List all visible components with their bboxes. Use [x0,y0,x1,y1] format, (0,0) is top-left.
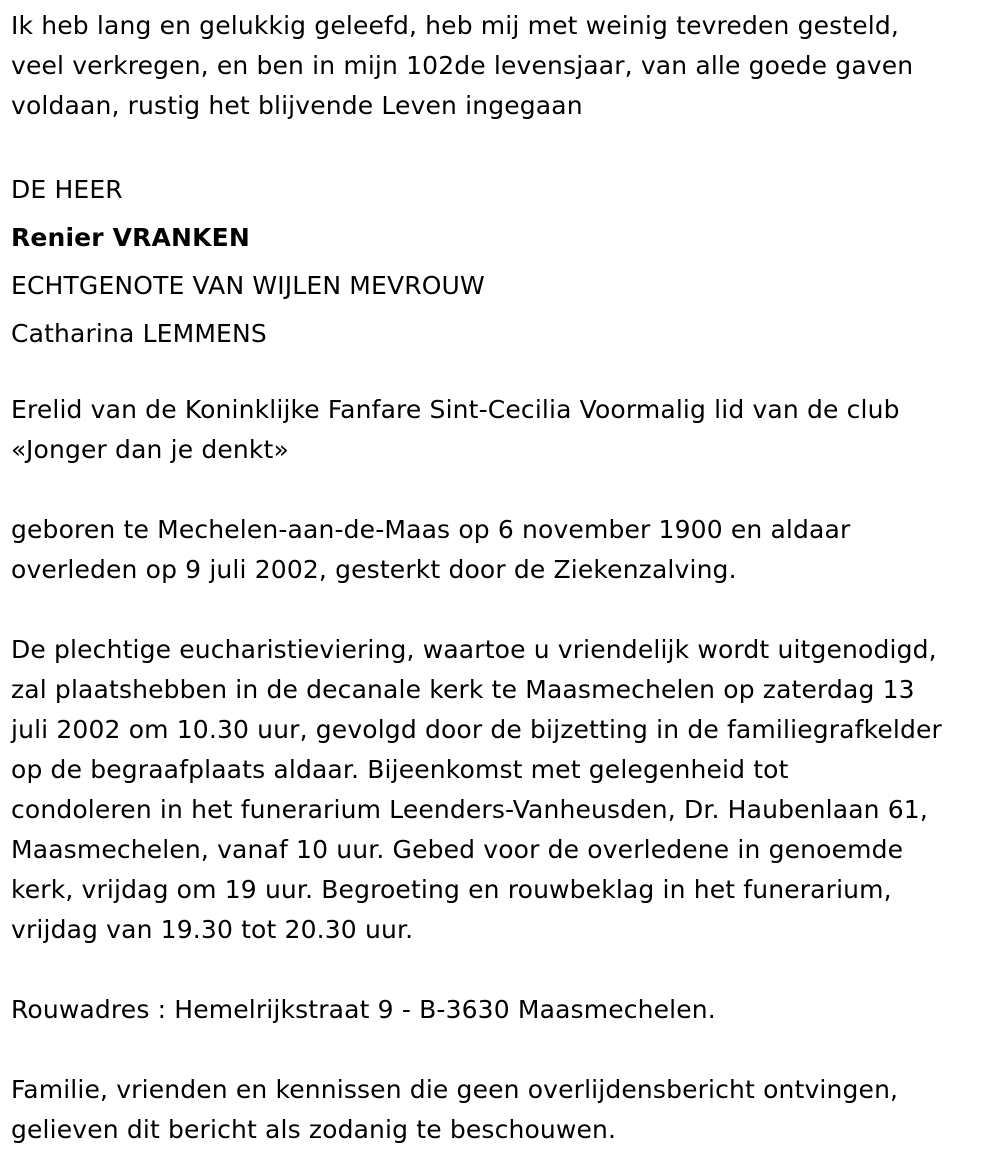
relation-line: ECHTGENOTE VAN WIJLEN MEVROUW [11,271,485,300]
ceremony-line: zal plaatshebben in de decanale kerk te Maasmechelen op zaterdag 13 [11,675,915,704]
ceremony-line: kerk, vrijdag om 19 uur. Begroeting en rouwbeklag in het funerarium, [11,875,892,904]
deceased-heading [11,166,996,358]
intro-paragraph [11,6,996,126]
spouse-name: Catharina LEMMENS [11,319,267,348]
ceremony-paragraph [11,630,996,950]
dates-line: geboren te Mechelen-aan-de-Maas op 6 november 1900 en aldaar [11,515,851,544]
ceremony-line: Maasmechelen, vanaf 10 uur. Gebed voor de overledene in genoemde [11,835,904,864]
spacer [11,358,996,390]
spacer [11,126,996,166]
intro-line: veel verkregen, en ben in mijn 102de levensjaar, van alle goede gaven [11,51,914,80]
ceremony-line: juli 2002 om 10.30 uur, gevolgd door de bijzetting in de familiegrafkelder [11,715,942,744]
dates-paragraph [11,510,996,590]
intro-line: Ik heb lang en gelukkig geleefd, heb mij met weinig tevreden gesteld, [11,11,900,40]
ceremony-line: De plechtige eucharistieviering, waartoe u vriendelijk wordt uitgenodigd, [11,635,937,664]
deceased-name: Renier VRANKEN [11,223,250,252]
closing-paragraph [11,1070,996,1150]
closing-line: Familie, vrienden en kennissen die geen overlijdensbericht ontvingen, [11,1075,899,1104]
death-notice [11,0,996,1150]
mourning-address: Rouwadres : Hemelrijkstraat 9 - B-3630 Maasmechelen. [11,995,716,1024]
spacer [11,950,996,990]
spacer [11,470,996,510]
ceremony-line: vrijdag van 19.30 tot 20.30 uur. [11,915,414,944]
closing-line: gelieven dit bericht als zodanig te beschouwen. [11,1115,617,1144]
ceremony-line: condoleren in het funerarium Leenders-Vanheusden, Dr. Haubenlaan 61, [11,795,928,824]
spacer [11,590,996,630]
membership-line: «Jonger dan je denkt» [11,435,289,464]
membership-paragraph [11,390,996,470]
spacer [11,1030,996,1070]
dates-line: overleden op 9 juli 2002, gesterkt door de Ziekenzalving. [11,555,737,584]
honorific: DE HEER [11,175,123,204]
membership-line: Erelid van de Koninklijke Fanfare Sint-Cecilia Voormalig lid van de club [11,395,900,424]
address-paragraph [11,990,996,1030]
intro-line: voldaan, rustig het blijvende Leven ingegaan [11,91,583,120]
ceremony-line: op de begraafplaats aldaar. Bijeenkomst met gelegenheid tot [11,755,789,784]
